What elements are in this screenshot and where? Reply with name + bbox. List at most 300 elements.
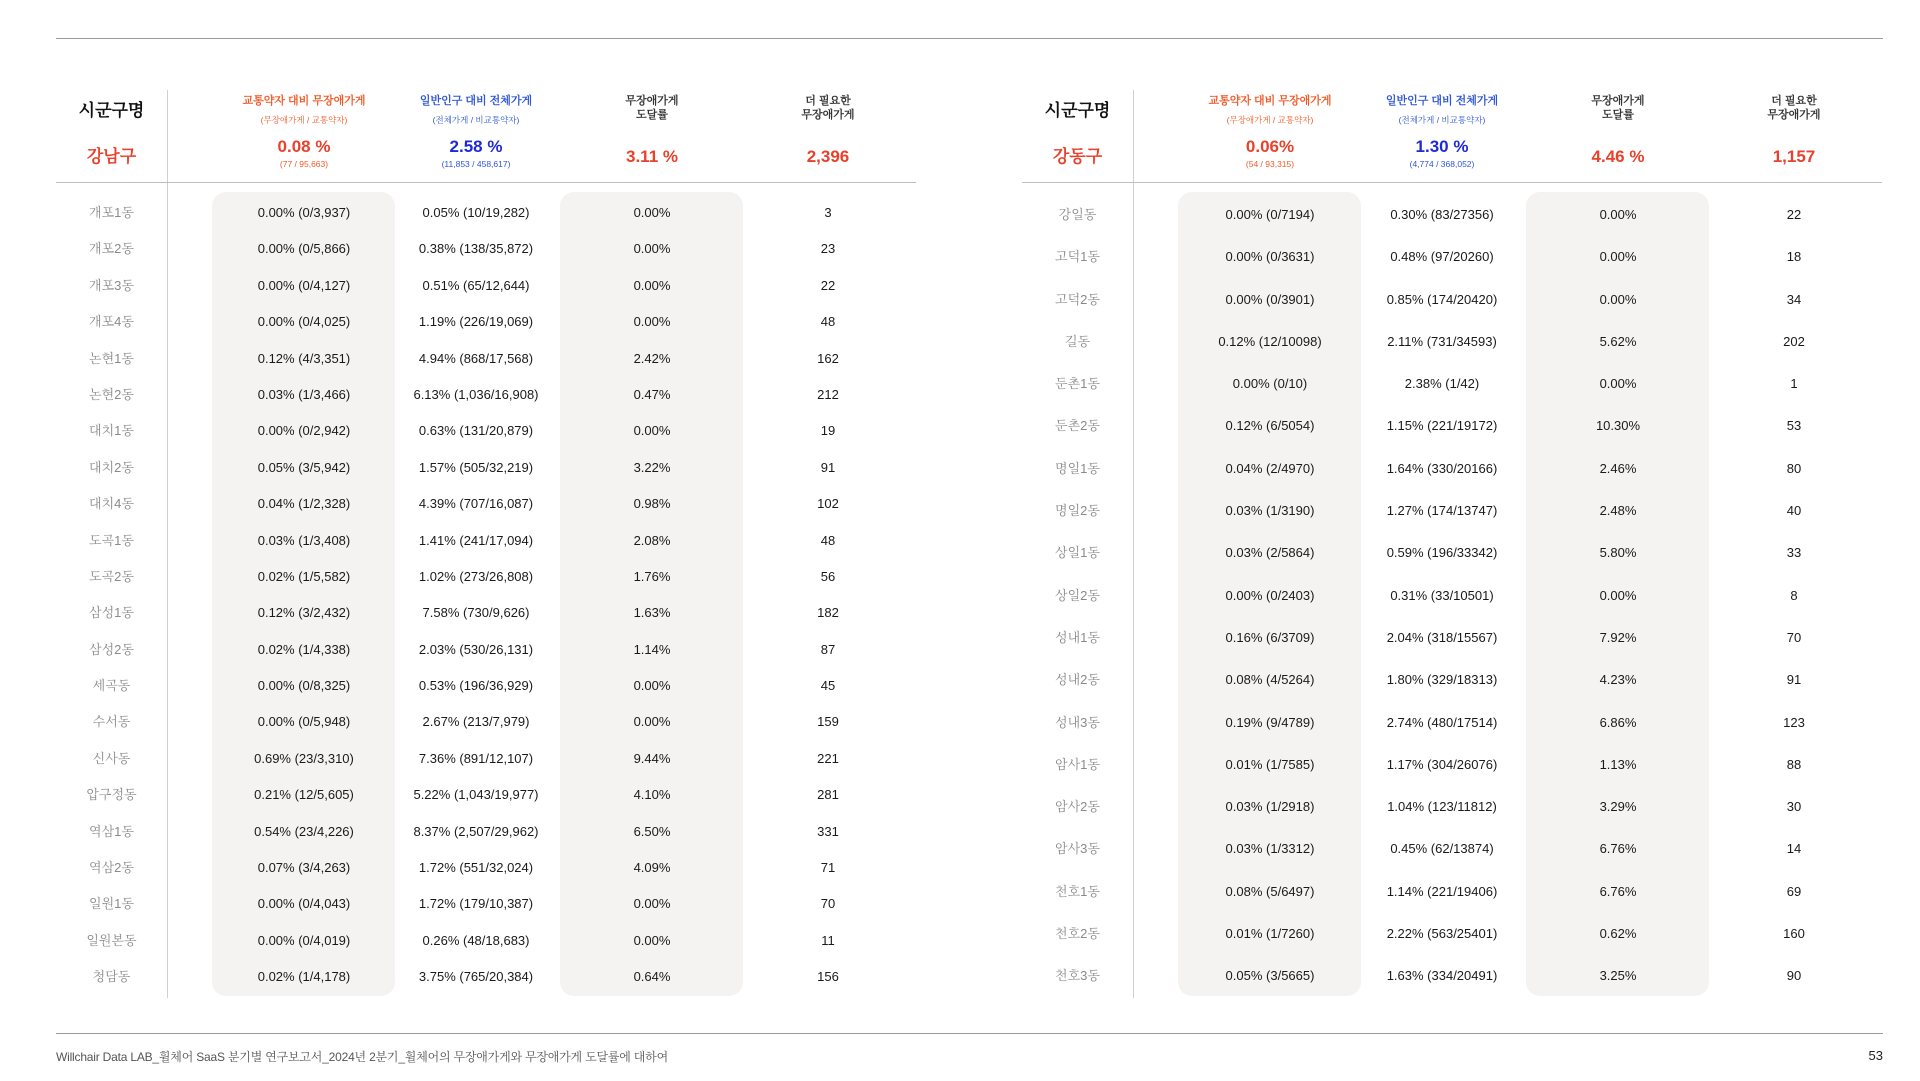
gangdong-table [1022,90,1882,1000]
reach-rate: 4.23% [1599,672,1637,688]
table-row [1022,530,1882,572]
region-label: 시군구명 [78,101,145,120]
stores-needed: 48 [820,314,836,330]
reach-rate: 0.00% [1599,376,1637,392]
stores-needed: 30 [1786,799,1802,815]
ratio-total-stores: 0.53% (196/36,929) [418,678,534,694]
district-name: 역삼1동 [89,823,134,839]
ratio-total-stores: 1.04% (123/11812) [1387,799,1497,815]
col3-title [562,94,742,122]
district-name: 고덕2동 [1055,291,1100,307]
ratio-total-stores: 6.13% (1,036/16,908) [413,386,539,402]
table-row [56,520,916,556]
stores-needed: 160 [1783,926,1805,942]
ratio-total-stores: 1.64% (330/20166) [1386,460,1498,476]
stores-needed: 156 [817,969,839,985]
col3-header [562,90,742,182]
reach-rate: 9.44% [633,750,671,766]
district-name: 개포1동 [89,205,134,220]
ratio-total-stores: 1.17% (304/26076) [1386,756,1498,772]
col1-subtitle: (무장애가게 / 교통약자) [260,115,348,125]
table-row [56,738,916,774]
ratio-total-stores: 1.14% (221/19406) [1386,883,1498,899]
stores-needed: 23 [820,241,836,257]
ratio-barrier-free: 0.54% (23/4,226) [254,823,354,839]
reach-rate: 0.62% [1599,926,1637,942]
ratio-total-stores: 1.15% (221/19172) [1386,418,1498,434]
ratio-barrier-free: 0.03% (1/2918) [1225,799,1315,815]
table-row [1022,488,1882,530]
ratio-total-stores: 1.63% (334/20491) [1386,968,1498,984]
ratio-barrier-free: 0.16% (6/3709) [1225,629,1315,645]
district-name: 신사동 [92,750,131,766]
page-number: 53 [1868,1048,1883,1063]
table-row [56,410,916,446]
col2-title: 일반인구 대비 전체가게 [1385,95,1499,107]
stores-needed: 70 [1786,629,1802,645]
table-row [56,811,916,847]
table-row [56,447,916,483]
ratio-total-stores: 2.04% (318/15567) [1386,629,1498,645]
ratio-total-stores: 1.72% (551/32,024) [418,860,534,876]
ratio-barrier-free: 0.03% (2/5864) [1225,545,1315,561]
table-row [1022,911,1882,953]
ratio-total-stores: 2.38% (1/42) [1404,376,1480,392]
district-name: 압구정동 [86,787,137,803]
table-row [56,592,916,628]
table-row [56,629,916,665]
district-name: 길동 [1064,333,1091,349]
col4-title-line2: 무장애가게 [1767,109,1821,121]
col3-title-line1: 무장애가게 [625,95,679,107]
district-name: 대치4동 [89,496,134,512]
ratio-barrier-free: 0.00% (0/4,025) [257,314,351,330]
reach-rate: 5.62% [1599,333,1637,349]
table-row [56,265,916,301]
district-name: 일원본동 [86,932,137,948]
ratio-barrier-free: 0.00% (0/5,948) [257,714,351,730]
ratio-total-stores: 2.74% (480/17514) [1386,714,1498,730]
reach-rate: 6.76% [1599,883,1637,899]
stores-needed: 281 [817,787,839,803]
ratio-barrier-free: 0.05% (3/5665) [1225,968,1315,984]
col3-header [1528,90,1708,182]
col4-title-line1: 더 필요한 [805,95,851,107]
district-name: 암사2동 [1055,799,1100,815]
ratio-barrier-free: 0.00% (0/4,043) [257,896,351,912]
district-name: 명일1동 [1055,460,1100,476]
col1-title: 교통약자 대비 무장애가게 [1208,95,1332,107]
reach-rate: 1.76% [633,568,671,584]
col1-summary: 0.06% [1245,137,1295,156]
reach-rate: 0.00% [1599,207,1637,222]
stores-needed: 90 [1786,968,1802,984]
district-name: 논현1동 [89,350,134,366]
reach-rate: 2.08% [633,532,671,548]
stores-needed: 33 [1786,545,1802,561]
reach-rate: 6.86% [1599,714,1637,730]
reach-rate: 0.00% [633,423,671,439]
table-row [1022,869,1882,911]
stores-needed: 70 [820,896,836,912]
table-row [1022,361,1882,403]
reach-rate: 2.48% [1599,503,1637,519]
ratio-barrier-free: 0.03% (1/3,408) [257,532,351,548]
footer-text: Willchair Data LAB_휠체어 SaaS 분기별 연구보고서_2024년 2분기_휠체어의 무장애가게와 무장애가게 도달률에 대하여 [56,1050,668,1064]
reach-rate: 4.09% [633,860,671,876]
header-divider [1022,182,1882,183]
col4-title-line2: 무장애가게 [801,109,855,121]
stores-needed: 40 [1786,503,1802,519]
reach-rate: 3.22% [633,459,671,475]
ratio-total-stores: 7.58% (730/9,626) [422,605,530,621]
region-name: 강동구 [1052,147,1103,166]
ratio-barrier-free: 0.02% (1/5,582) [257,568,351,584]
table-row [56,956,916,992]
ratio-barrier-free: 0.08% (4/5264) [1225,672,1315,688]
ratio-barrier-free: 0.04% (2/4970) [1225,460,1315,476]
table-row [56,920,916,956]
district-name: 논현2동 [89,386,134,402]
district-name: 천호3동 [1055,968,1100,984]
stores-needed: 11 [821,932,835,948]
ratio-barrier-free: 0.12% (12/10098) [1218,333,1322,349]
ratio-total-stores: 2.67% (213/7,979) [422,714,530,730]
ratio-total-stores: 5.22% (1,043/19,977) [413,787,539,803]
col4-header [738,90,918,182]
table-row [56,774,916,810]
col4-summary: 1,157 [1772,147,1816,166]
col3-summary: 4.46 % [1591,147,1645,166]
stores-needed: 22 [1786,207,1802,222]
ratio-total-stores: 1.57% (505/32,219) [418,459,534,475]
stores-needed: 202 [1783,333,1805,349]
ratio-total-stores: 0.48% (97/20260) [1390,249,1494,265]
ratio-total-stores: 0.85% (174/20420) [1386,291,1498,307]
district-name: 세곡동 [92,678,131,694]
ratio-total-stores: 1.19% (226/19,069) [418,314,534,330]
ratio-total-stores: 0.31% (33/10501) [1390,587,1494,603]
reach-rate: 4.10% [633,787,671,803]
table-row [1022,700,1882,742]
district-name: 상일1동 [1055,545,1100,561]
ratio-barrier-free: 0.01% (1/7260) [1225,926,1315,942]
region-name: 강남구 [86,147,137,166]
col4-header [1704,90,1884,182]
ratio-total-stores: 1.80% (329/18313) [1386,672,1498,688]
district-name: 삼성1동 [89,605,134,621]
ratio-barrier-free: 0.00% (0/3901) [1225,291,1315,307]
table-row [56,847,916,883]
bottom-rule [56,1033,1883,1034]
district-name: 상일2동 [1055,587,1100,603]
ratio-barrier-free: 0.19% (9/4789) [1225,714,1315,730]
reach-rate: 2.46% [1599,460,1637,476]
ratio-total-stores: 1.02% (273/26,808) [418,568,534,584]
district-name: 암사1동 [1055,756,1100,772]
col3-title-line2: 도달률 [636,109,668,121]
district-name: 역삼2동 [89,860,134,876]
table-row [1022,826,1882,868]
table-row [1022,192,1882,234]
ratio-barrier-free: 0.07% (3/4,263) [257,860,351,876]
col4-title-line1: 더 필요한 [1771,95,1817,107]
district-name: 둔촌2동 [1055,418,1100,434]
table-row [56,338,916,374]
stores-needed: 56 [820,568,836,584]
district-name: 성내2동 [1055,672,1100,688]
col1-title: 교통약자 대비 무장애가게 [242,95,366,107]
stores-needed: 48 [820,532,836,548]
ratio-total-stores: 7.36% (891/12,107) [418,750,534,766]
reach-rate: 1.14% [633,641,671,657]
reach-rate: 0.00% [1599,291,1637,307]
ratio-barrier-free: 0.08% (5/6497) [1225,883,1315,899]
col1-subtitle: (무장애가게 / 교통약자) [1226,115,1314,125]
ratio-total-stores: 8.37% (2,507/29,962) [413,823,539,839]
ratio-barrier-free: 0.12% (3/2,432) [257,605,351,621]
ratio-total-stores: 0.63% (131/20,879) [418,423,534,439]
col2-title: 일반인구 대비 전체가게 [419,95,533,107]
reach-rate: 0.00% [633,896,671,912]
ratio-barrier-free: 0.03% (1/3190) [1225,503,1315,519]
ratio-barrier-free: 0.04% (1/2,328) [257,496,351,512]
ratio-barrier-free: 0.00% (0/3631) [1225,249,1315,265]
ratio-barrier-free: 0.00% (0/2403) [1225,587,1315,603]
table-row [56,556,916,592]
district-name: 청담동 [92,969,131,985]
ratio-barrier-free: 0.00% (0/5,866) [257,241,351,257]
stores-needed: 34 [1786,291,1802,307]
col2-subtitle: (전체가게 / 비교통약자) [432,115,520,125]
stores-needed: 53 [1786,418,1802,434]
col1-header [1180,90,1360,182]
ratio-barrier-free: 0.00% (0/4,019) [257,932,351,948]
stores-needed: 22 [820,277,836,293]
reach-rate: 0.00% [1599,587,1637,603]
stores-needed: 87 [820,641,836,657]
stores-needed: 162 [817,350,839,366]
ratio-barrier-free: 0.01% (1/7585) [1225,756,1315,772]
ratio-barrier-free: 0.03% (1/3312) [1225,841,1315,857]
district-name: 대치1동 [89,423,134,439]
reach-rate: 0.00% [633,241,671,257]
col3-title [1528,94,1708,122]
district-name: 일원1동 [89,896,134,912]
stores-needed: 3 [824,205,832,220]
reach-rate: 0.00% [633,678,671,694]
ratio-barrier-free: 0.00% (0/2,942) [257,423,351,439]
ratio-barrier-free: 0.03% (1/3,466) [257,386,351,402]
district-name: 강일동 [1058,207,1097,222]
gangnam-table [56,90,916,1000]
ratio-total-stores: 0.26% (48/18,683) [422,932,530,948]
ratio-total-stores: 1.41% (241/17,094) [418,532,534,548]
ratio-barrier-free: 0.00% (0/7194) [1225,207,1315,222]
ratio-barrier-free: 0.12% (4/3,351) [257,350,351,366]
ratio-total-stores: 0.38% (138/35,872) [418,241,534,257]
col2-header [386,90,566,182]
stores-needed: 221 [817,750,839,766]
reach-rate: 0.98% [633,496,671,512]
col2-summary: 2.58 % [449,137,503,156]
ratio-barrier-free: 0.00% (0/8,325) [257,678,351,694]
ratio-total-stores: 0.30% (83/27356) [1390,207,1494,222]
ratio-total-stores: 2.11% (731/34593) [1387,333,1497,349]
district-name: 천호2동 [1055,926,1100,942]
table-row [56,483,916,519]
col1-summary: 0.08 % [277,137,331,156]
ratio-total-stores: 0.05% (10/19,282) [422,205,530,220]
table-row [1022,319,1882,361]
stores-needed: 8 [1790,587,1798,603]
col1-header [214,90,394,182]
table-row [1022,953,1882,995]
ratio-barrier-free: 0.69% (23/3,310) [254,750,354,766]
table-row [1022,742,1882,784]
reach-rate: 0.00% [633,205,671,220]
ratio-total-stores: 2.03% (530/26,131) [418,641,534,657]
col4-summary: 2,396 [806,147,850,166]
table-row [56,701,916,737]
col2-summary-detail: (11,853 / 458,617) [441,159,511,169]
stores-needed: 123 [1783,714,1805,730]
ratio-total-stores: 1.27% (174/13747) [1386,503,1498,519]
table-row [1022,446,1882,488]
gangnam-rows [56,192,916,993]
table-row [56,301,916,337]
reach-rate: 0.00% [633,932,671,948]
reach-rate: 6.50% [633,823,671,839]
reach-rate: 2.42% [633,350,671,366]
reach-rate: 1.13% [1599,756,1637,772]
stores-needed: 1 [1790,376,1798,392]
top-rule [56,38,1883,39]
ratio-barrier-free: 0.12% (6/5054) [1225,418,1315,434]
stores-needed: 71 [820,860,836,876]
ratio-total-stores: 4.94% (868/17,568) [418,350,534,366]
region-label: 시군구명 [1044,101,1111,120]
col3-title-line1: 무장애가게 [1591,95,1645,107]
table-row [1022,615,1882,657]
district-name: 둔촌1동 [1055,376,1100,392]
district-name: 도곡1동 [89,532,134,548]
district-name: 삼성2동 [89,641,134,657]
district-name: 개포3동 [89,277,134,293]
stores-needed: 212 [817,386,839,402]
ratio-total-stores: 3.75% (765/20,384) [418,969,534,985]
table-row [1022,657,1882,699]
reach-rate: 6.76% [1599,841,1637,857]
col2-header [1352,90,1532,182]
reach-rate: 0.00% [633,277,671,293]
col4-title [1704,94,1884,122]
reach-rate: 3.25% [1599,968,1637,984]
stores-needed: 19 [820,423,836,439]
district-name: 명일2동 [1055,503,1100,519]
district-name: 수서동 [92,714,131,730]
table-row [56,374,916,410]
col3-title-line2: 도달률 [1602,109,1634,121]
district-name: 개포4동 [89,314,134,330]
stores-needed: 18 [1786,249,1802,265]
reach-rate: 1.63% [633,605,671,621]
ratio-barrier-free: 0.02% (1/4,338) [257,641,351,657]
ratio-barrier-free: 0.00% (0/4,127) [257,277,351,293]
ratio-barrier-free: 0.02% (1/4,178) [257,969,351,985]
col2-summary-detail: (4,774 / 368,052) [1409,159,1475,169]
reach-rate: 0.00% [633,714,671,730]
table-row [1022,784,1882,826]
district-name: 성내3동 [1055,714,1100,730]
stores-needed: 69 [1786,883,1802,899]
stores-needed: 45 [820,678,836,694]
table-row [1022,573,1882,615]
district-name: 고덕1동 [1055,249,1100,265]
stores-needed: 14 [1786,841,1802,857]
ratio-barrier-free: 0.00% (0/3,937) [257,205,351,220]
stores-needed: 182 [817,605,839,621]
col1-summary-detail: (77 / 95,663) [279,159,329,169]
reach-rate: 5.80% [1599,545,1637,561]
district-name: 천호1동 [1055,883,1100,899]
ratio-total-stores: 0.59% (196/33342) [1386,545,1498,561]
stores-needed: 102 [817,496,839,512]
stores-needed: 91 [820,459,836,475]
ratio-total-stores: 0.51% (65/12,644) [422,277,530,293]
ratio-barrier-free: 0.21% (12/5,605) [254,787,354,803]
stores-needed: 91 [1786,672,1802,688]
table-row [56,192,916,228]
table-row [56,665,916,701]
col1-summary-detail: (54 / 93,315) [1245,159,1295,169]
reach-rate: 0.47% [633,386,671,402]
col3-summary: 3.11 % [626,147,678,166]
ratio-barrier-free: 0.05% (3/5,942) [257,459,351,475]
reach-rate: 10.30% [1595,418,1641,434]
ratio-total-stores: 2.22% (563/25401) [1386,926,1498,942]
table-row [1022,403,1882,445]
ratio-total-stores: 4.39% (707/16,087) [418,496,534,512]
reach-rate: 0.00% [633,314,671,330]
reach-rate: 3.29% [1599,799,1637,815]
region-header [56,90,167,182]
district-name: 개포2동 [89,241,134,257]
col2-summary: 1.30 % [1415,137,1469,156]
header-divider [56,182,916,183]
col2-subtitle: (전체가게 / 비교통약자) [1398,115,1486,125]
reach-rate: 0.00% [1599,249,1637,265]
district-name: 암사3동 [1055,841,1100,857]
district-name: 성내1동 [1055,629,1100,645]
ratio-total-stores: 1.72% (179/10,387) [418,896,534,912]
table-row [1022,234,1882,276]
table-row [56,228,916,264]
district-name: 도곡2동 [89,568,134,584]
table-row [56,883,916,919]
stores-needed: 88 [1786,756,1802,772]
ratio-barrier-free: 0.00% (0/10) [1232,376,1308,392]
reach-rate: 0.64% [633,969,671,985]
stores-needed: 80 [1786,460,1802,476]
stores-needed: 159 [817,714,839,730]
gangdong-rows [1022,192,1882,996]
col4-title [738,94,918,122]
district-name: 대치2동 [89,459,134,475]
region-header [1022,90,1133,182]
ratio-total-stores: 0.45% (62/13874) [1390,841,1494,857]
reach-rate: 7.92% [1599,629,1637,645]
